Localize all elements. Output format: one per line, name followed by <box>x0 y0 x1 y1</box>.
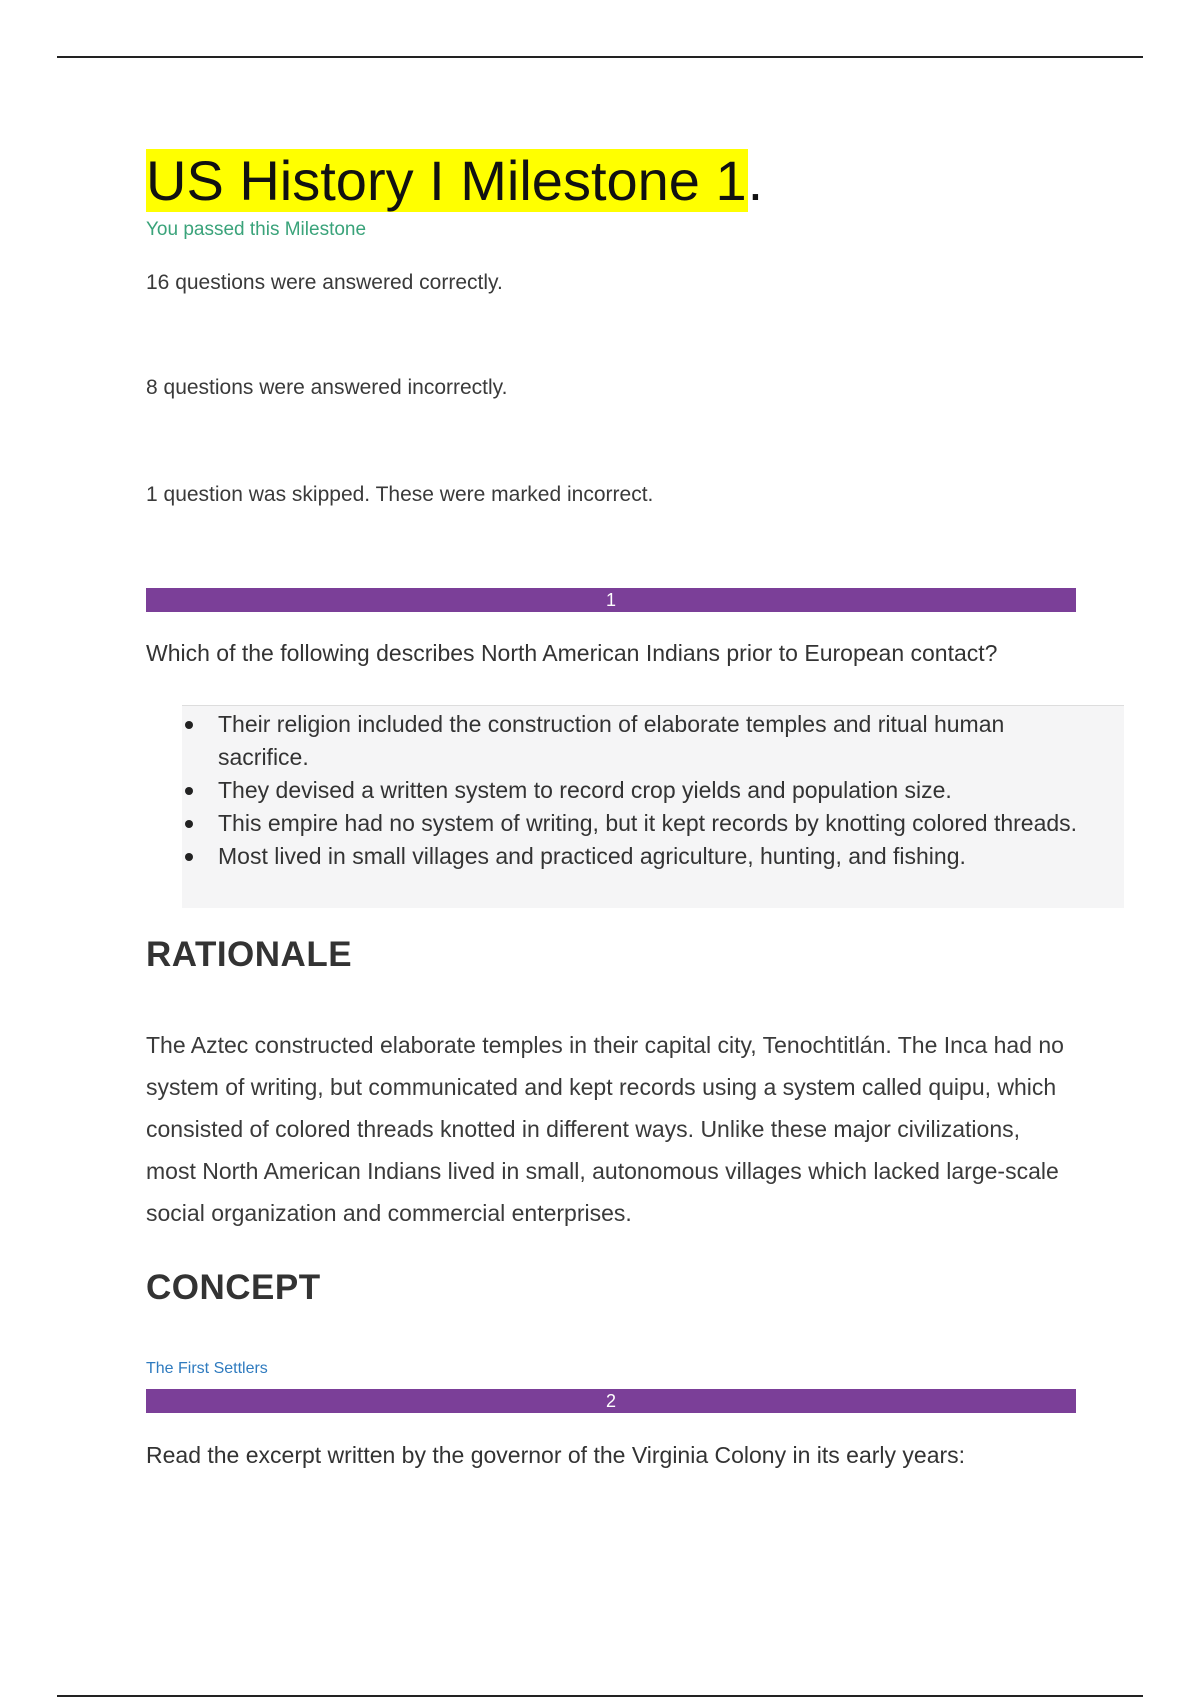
concept-heading: CONCEPT <box>146 1268 321 1307</box>
rationale-heading: RATIONALE <box>146 935 353 974</box>
answer-option: Most lived in small villages and practiced agriculture, hunting, and fishing. <box>182 840 1124 873</box>
correct-count: 16 questions were answered correctly. <box>146 271 503 294</box>
rationale-text: The Aztec constructed elaborate temples in their capital city, Tenochtitlán. The Inca had no system of writing, but communicated and kept records using a system called quipu, which consisted of colored threads knotted in different ways. Unlike these major civilizations, most North American Indians lived in small, autonomous villages which lacked large-scale social organization and commercial enterprises. <box>146 1032 1064 1226</box>
concept-link[interactable]: The First Settlers <box>146 1360 268 1377</box>
skipped-count: 1 question was skipped. These were marked incorrect. <box>146 483 654 506</box>
question-prompt: Which of the following describes North American Indians prior to European contact? <box>146 640 998 666</box>
bottom-rule <box>57 1695 1143 1697</box>
title-suffix: . <box>747 149 764 212</box>
answer-option: They devised a written system to record crop yields and population size. <box>182 774 1124 807</box>
page-title <box>146 148 763 214</box>
incorrect-count: 8 questions were answered incorrectly. <box>146 376 508 399</box>
top-rule <box>57 56 1143 58</box>
question-number-bar: 2 <box>146 1389 1076 1413</box>
answer-options <box>182 705 1124 908</box>
answer-option: This empire had no system of writing, but it kept records by knotting colored threads. <box>182 807 1124 840</box>
title-highlight: US History I Milestone 1 <box>146 149 747 212</box>
question-number-bar: 1 <box>146 588 1076 612</box>
pass-status: You passed this Milestone <box>146 219 367 240</box>
question-prompt: Read the excerpt written by the governor of the Virginia Colony in its early years: <box>146 1442 966 1468</box>
answer-option: Their religion included the construction of elaborate temples and ritual human sacrifice. <box>182 708 1124 774</box>
